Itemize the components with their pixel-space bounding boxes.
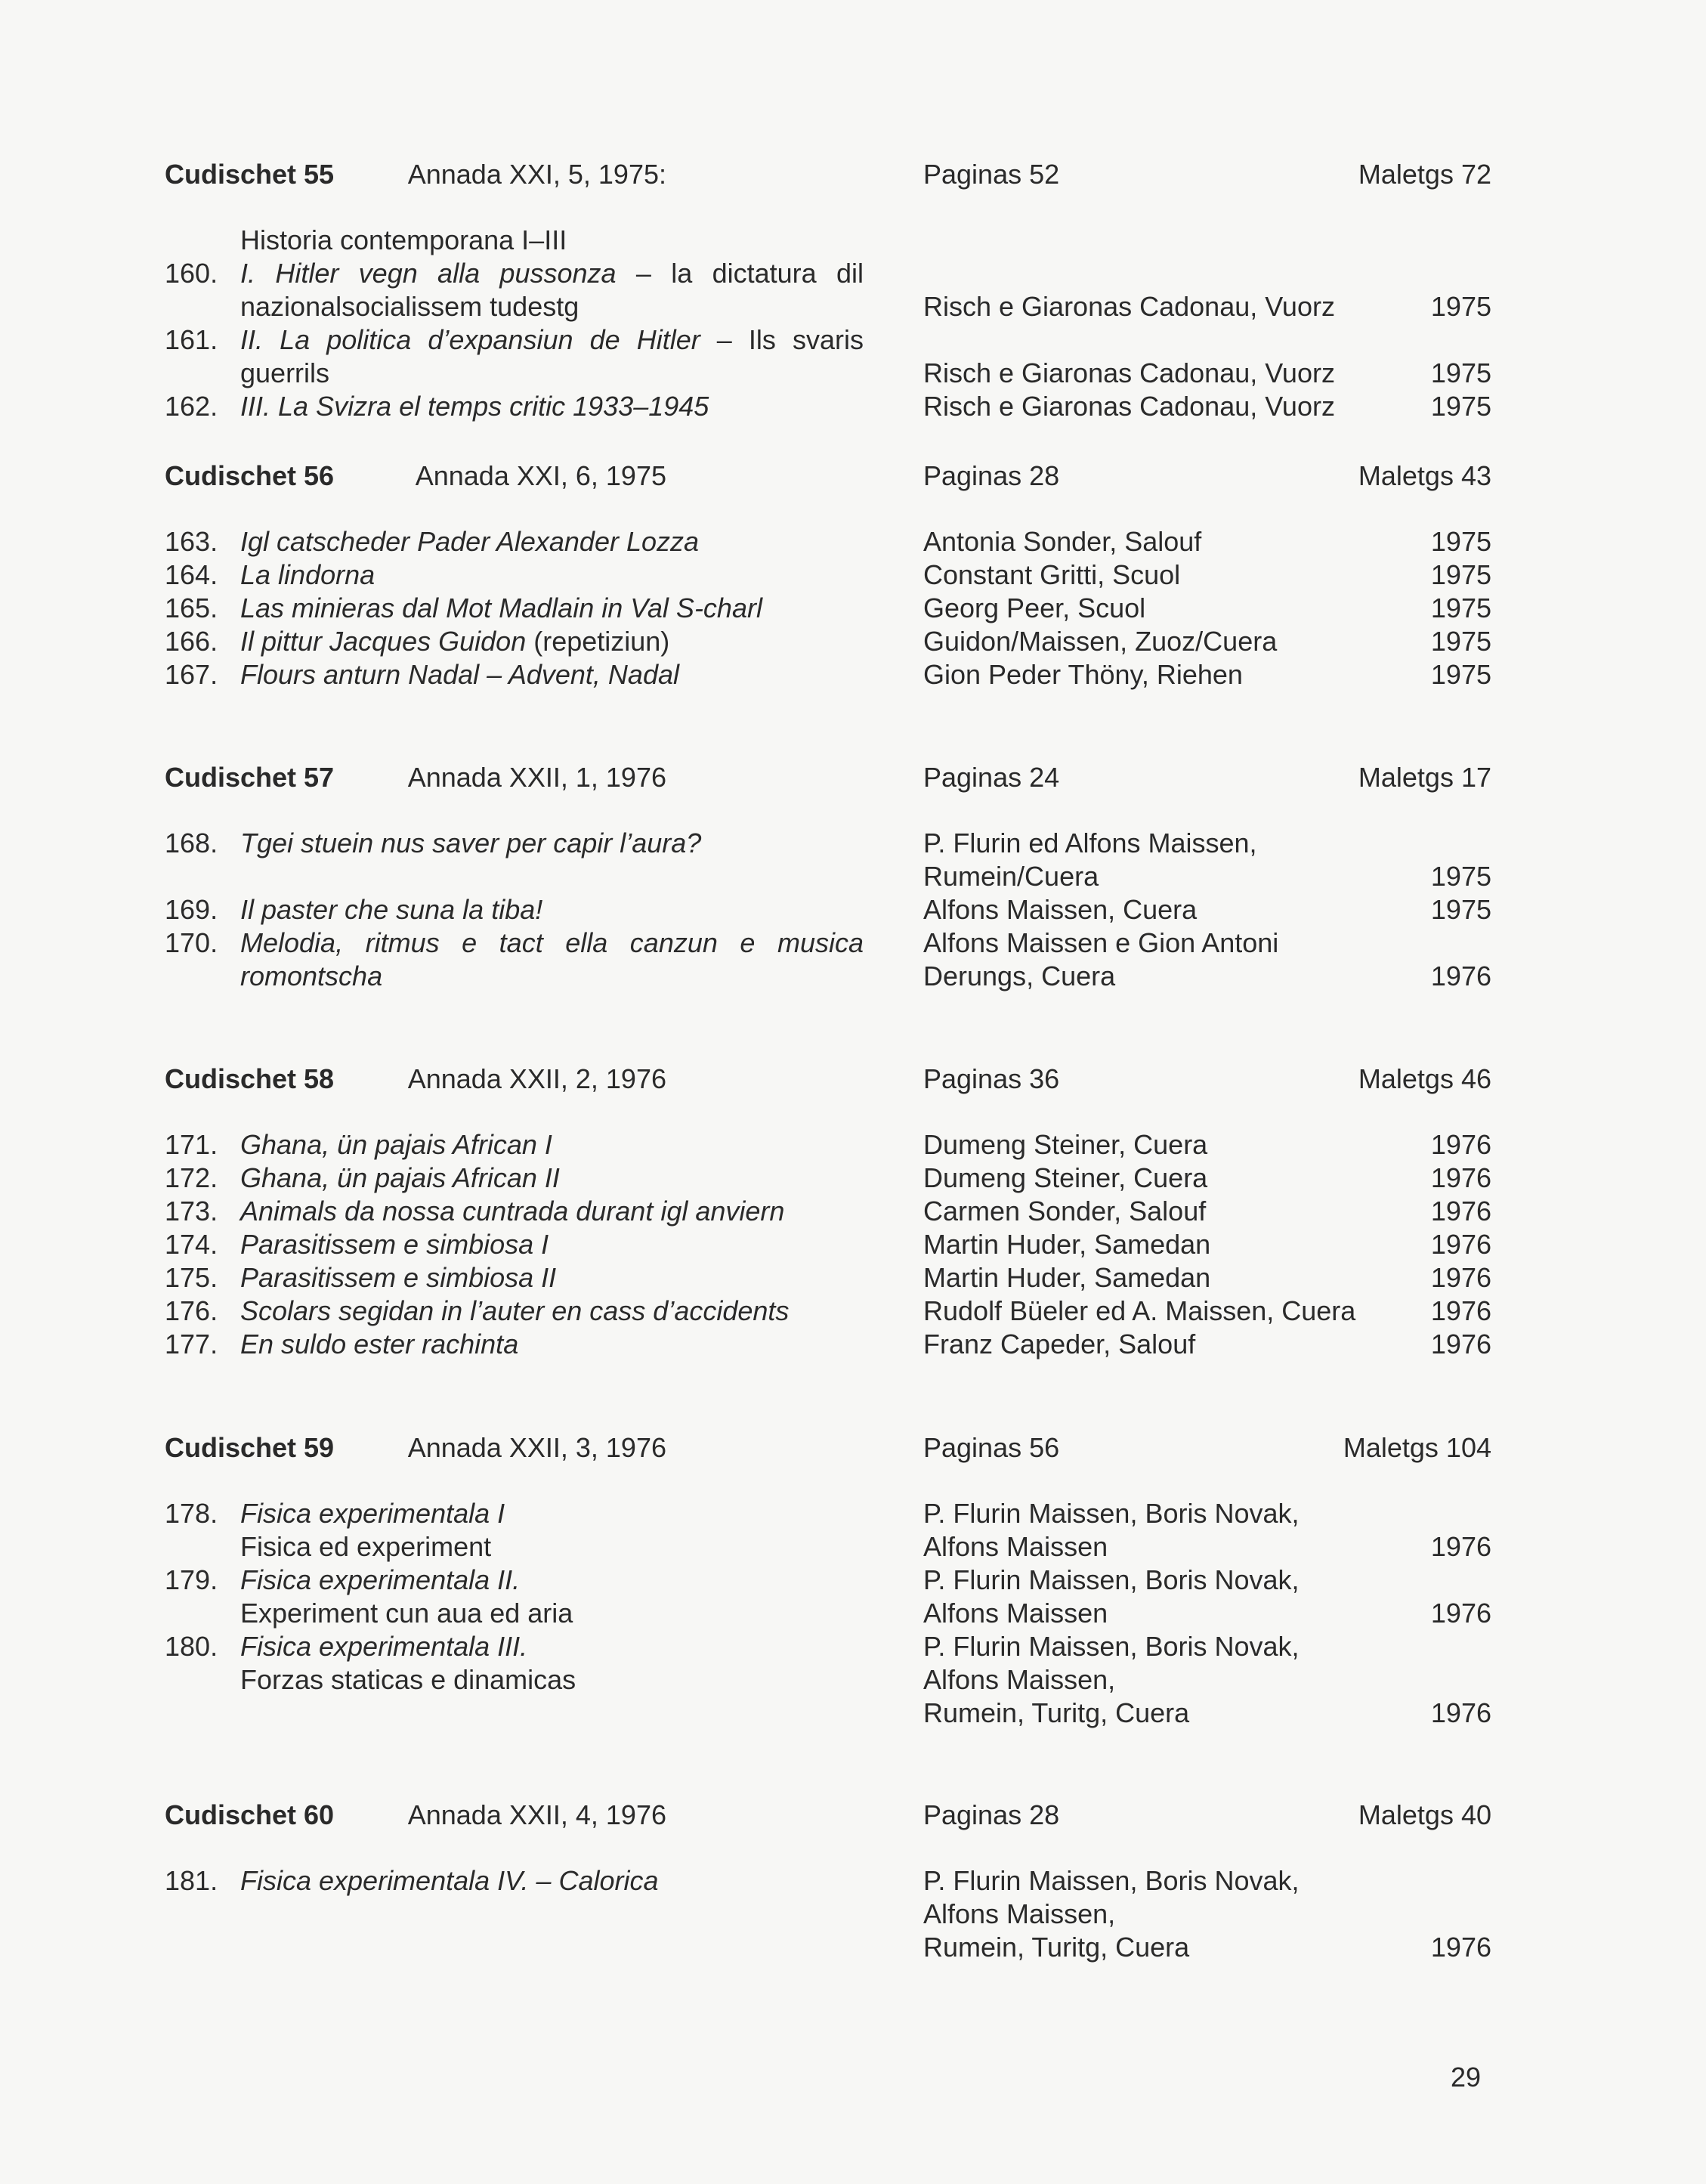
entry-year: 1975 bbox=[1430, 894, 1491, 925]
entry-text: Ghana, ün pajais African II bbox=[240, 1162, 560, 1193]
entry-title bbox=[165, 1497, 864, 1564]
entry-number bbox=[165, 1898, 240, 1931]
entry-text: Las minieras dal Mot Madlain in Val S-charl bbox=[240, 592, 762, 623]
entry-author bbox=[923, 1630, 1491, 1730]
entry-title bbox=[165, 1295, 864, 1328]
entry-year: 1976 bbox=[1430, 1229, 1491, 1260]
section-title: Cudischet 60 bbox=[165, 1799, 335, 1830]
entry-year: 1975 bbox=[1430, 592, 1491, 623]
entry-author bbox=[923, 625, 1491, 658]
author-line: Risch e Giaronas Cadonau, Vuorz bbox=[923, 291, 1335, 322]
entry-year: 1975 bbox=[1430, 391, 1491, 422]
section-maletgs: Maletgs 72 bbox=[1358, 159, 1491, 190]
section-annada: Annada XXI, 6, 1975 bbox=[415, 460, 666, 491]
entry-number bbox=[165, 1597, 240, 1630]
author-line: Alfons Maissen bbox=[923, 1531, 1108, 1562]
author-line: Alfons Maissen, bbox=[923, 1664, 1116, 1695]
entry-author bbox=[923, 658, 1491, 691]
entry-author bbox=[923, 827, 1491, 893]
entry-text: Parasitissem e simbiosa II bbox=[240, 1262, 557, 1293]
entry-title bbox=[165, 625, 864, 658]
entry-author bbox=[923, 323, 1491, 390]
entry-text: Historia contemporana I–III bbox=[240, 224, 567, 255]
entry-row bbox=[165, 1261, 1491, 1295]
cudischet-section bbox=[165, 457, 1491, 691]
section-paginas: Paginas 24 bbox=[923, 762, 1060, 793]
author-line: Rudolf Büeler ed A. Maissen, Cuera bbox=[923, 1295, 1356, 1326]
entry-title bbox=[165, 1328, 864, 1361]
entry-year: 1976 bbox=[1430, 1162, 1491, 1193]
entry-title bbox=[165, 1630, 864, 1730]
section-title: Cudischet 57 bbox=[165, 762, 335, 793]
entry-text: Parasitissem e simbiosa I bbox=[240, 1229, 549, 1260]
entry-title bbox=[165, 1261, 864, 1295]
entry-list bbox=[165, 525, 1491, 691]
entry-text: guerrils bbox=[240, 357, 330, 388]
entry-row bbox=[165, 1564, 1491, 1630]
entry-title bbox=[165, 926, 864, 993]
author-line: Alfons Maissen, bbox=[923, 1898, 1116, 1929]
entry-year: 1976 bbox=[1430, 1531, 1491, 1562]
entry-list bbox=[165, 224, 1491, 423]
entry-number bbox=[165, 1663, 240, 1697]
entry-number: 175. bbox=[165, 1262, 218, 1293]
author-line: Constant Gritti, Scuol bbox=[923, 559, 1181, 590]
entry-text: – Ils svaris bbox=[700, 324, 864, 355]
entry-text: Fisica experimentala II. bbox=[240, 1564, 521, 1595]
author-line: Guidon/Maissen, Zuoz/Cuera bbox=[923, 626, 1278, 657]
author-line: Rumein, Turitg, Cuera bbox=[923, 1932, 1190, 1963]
author-line: Antonia Sonder, Salouf bbox=[923, 526, 1202, 557]
entry-text: Animals da nossa cuntrada durant igl anviern bbox=[240, 1196, 785, 1227]
entry-number: 166. bbox=[165, 626, 218, 657]
entry-number bbox=[165, 960, 240, 993]
entry-text: Melodia, ritmus e tact ella canzun e musica bbox=[240, 927, 864, 958]
entry-title bbox=[165, 1228, 864, 1261]
entry-row bbox=[165, 390, 1491, 423]
cudischet-section bbox=[165, 1060, 1491, 1361]
section-title: Cudischet 56 bbox=[165, 460, 335, 491]
entry-number: 181. bbox=[165, 1865, 218, 1896]
section-maletgs: Maletgs 17 bbox=[1358, 762, 1491, 793]
entry-number: 168. bbox=[165, 828, 218, 858]
entry-title bbox=[165, 1564, 864, 1630]
entry-title bbox=[165, 658, 864, 691]
entry-number: 160. bbox=[165, 258, 218, 289]
entry-row bbox=[165, 1162, 1491, 1195]
entry-text: (repetiziun) bbox=[526, 626, 670, 657]
entry-author bbox=[923, 893, 1491, 926]
entry-number: 170. bbox=[165, 927, 218, 958]
section-annada: Annada XXI, 5, 1975: bbox=[407, 159, 666, 190]
entry-row bbox=[165, 525, 1491, 558]
author-line: Dumeng Steiner, Cuera bbox=[923, 1162, 1208, 1193]
author-line: Martin Huder, Samedan bbox=[923, 1262, 1211, 1293]
entry-row bbox=[165, 1195, 1491, 1228]
entry-number bbox=[165, 357, 240, 390]
entry-number: 171. bbox=[165, 1129, 218, 1160]
author-line: Alfons Maissen e Gion Antoni bbox=[923, 927, 1279, 958]
entry-title bbox=[165, 1162, 864, 1195]
entry-text: Fisica experimentala I bbox=[240, 1498, 505, 1529]
entry-list bbox=[165, 827, 1491, 993]
section-header bbox=[165, 1060, 1491, 1098]
entry-text: III. La Svizra el temps critic 1933–1945 bbox=[240, 391, 709, 422]
entry-author bbox=[923, 592, 1491, 625]
entry-text: Ghana, ün pajais African I bbox=[240, 1129, 552, 1160]
section-header bbox=[165, 457, 1491, 495]
author-line: P. Flurin Maissen, Boris Novak, bbox=[923, 1498, 1300, 1529]
entry-author bbox=[923, 525, 1491, 558]
entry-row bbox=[165, 926, 1491, 993]
entry-year: 1975 bbox=[1430, 861, 1491, 892]
entry-author bbox=[923, 1328, 1491, 1361]
entry-author bbox=[923, 926, 1491, 993]
author-line: P. Flurin Maissen, Boris Novak, bbox=[923, 1564, 1300, 1595]
entry-text: En suldo ester rachinta bbox=[240, 1329, 519, 1360]
section-paginas: Paginas 28 bbox=[923, 460, 1060, 491]
entry-row bbox=[165, 592, 1491, 625]
entry-number bbox=[165, 1931, 240, 1964]
entry-text: Experiment cun aua ed aria bbox=[240, 1598, 573, 1629]
section-title: Cudischet 55 bbox=[165, 159, 335, 190]
entry-row bbox=[165, 1128, 1491, 1162]
page-number: 29 bbox=[1451, 2062, 1482, 2093]
section-maletgs: Maletgs 43 bbox=[1358, 460, 1491, 491]
entry-year: 1975 bbox=[1430, 291, 1491, 322]
author-line: Franz Capeder, Salouf bbox=[923, 1329, 1196, 1360]
entry-text: Fisica experimentala IV. – Calorica bbox=[240, 1865, 659, 1896]
section-annada: Annada XXII, 4, 1976 bbox=[407, 1799, 666, 1830]
entry-text: Scolars segidan in l’auter en cass d’accidents bbox=[240, 1295, 790, 1326]
author-line: Risch e Giaronas Cadonau, Vuorz bbox=[923, 391, 1335, 422]
entry-row bbox=[165, 1295, 1491, 1328]
entry-title bbox=[165, 224, 864, 323]
entry-row bbox=[165, 658, 1491, 691]
entry-author bbox=[923, 1195, 1491, 1228]
section-paginas: Paginas 52 bbox=[923, 159, 1060, 190]
entry-list bbox=[165, 1864, 1491, 1964]
author-line: Georg Peer, Scuol bbox=[923, 592, 1146, 623]
entry-text: Tgei stuein nus saver per capir l’aura? bbox=[240, 828, 702, 858]
section-paginas: Paginas 56 bbox=[923, 1432, 1060, 1463]
section-maletgs: Maletgs 40 bbox=[1358, 1799, 1491, 1830]
author-line: Risch e Giaronas Cadonau, Vuorz bbox=[923, 357, 1335, 388]
entry-year: 1976 bbox=[1430, 1196, 1491, 1227]
entry-number: 164. bbox=[165, 559, 218, 590]
entry-title bbox=[165, 525, 864, 558]
entry-number: 180. bbox=[165, 1631, 218, 1662]
author-line: Carmen Sonder, Salouf bbox=[923, 1196, 1207, 1227]
section-paginas: Paginas 36 bbox=[923, 1063, 1060, 1094]
entry-title bbox=[165, 1195, 864, 1228]
entry-row bbox=[165, 323, 1491, 390]
entry-title bbox=[165, 827, 864, 893]
cudischet-section bbox=[165, 1429, 1491, 1730]
entry-list bbox=[165, 1128, 1491, 1361]
entry-year: 1975 bbox=[1430, 526, 1491, 557]
entry-number: 177. bbox=[165, 1329, 218, 1360]
cudischet-section bbox=[165, 759, 1491, 993]
entry-text: Fisica ed experiment bbox=[240, 1531, 492, 1562]
entry-number: 176. bbox=[165, 1295, 218, 1326]
entry-author bbox=[923, 1162, 1491, 1195]
entry-year: 1976 bbox=[1430, 1697, 1491, 1728]
entry-title bbox=[165, 893, 864, 926]
entry-text: Fisica experimentala III. bbox=[240, 1631, 528, 1662]
entry-text: Igl catscheder Pader Alexander Lozza bbox=[240, 526, 700, 557]
author-line: Alfons Maissen bbox=[923, 1598, 1108, 1629]
section-header bbox=[165, 1429, 1491, 1467]
entry-row bbox=[165, 1630, 1491, 1730]
entry-number: 174. bbox=[165, 1229, 218, 1260]
entry-number: 162. bbox=[165, 391, 218, 422]
entry-author bbox=[923, 224, 1491, 323]
author-line: P. Flurin Maissen, Boris Novak, bbox=[923, 1631, 1300, 1662]
entry-author bbox=[923, 1497, 1491, 1564]
entry-text: Flours anturn Nadal – Advent, Nadal bbox=[240, 659, 679, 690]
entry-row bbox=[165, 1228, 1491, 1261]
section-header bbox=[165, 759, 1491, 797]
entry-row bbox=[165, 827, 1491, 893]
entry-year: 1976 bbox=[1430, 1262, 1491, 1293]
author-line: P. Flurin ed Alfons Maissen, bbox=[923, 828, 1257, 858]
entry-number bbox=[165, 860, 240, 893]
entry-year: 1976 bbox=[1430, 1295, 1491, 1326]
entry-year: 1975 bbox=[1430, 357, 1491, 388]
section-header bbox=[165, 156, 1491, 193]
entry-text: La lindorna bbox=[240, 559, 376, 590]
entry-number bbox=[165, 290, 240, 323]
section-maletgs: Maletgs 104 bbox=[1343, 1432, 1491, 1463]
entry-author bbox=[923, 1564, 1491, 1630]
entry-text: Forzas staticas e dinamicas bbox=[240, 1664, 576, 1695]
entry-author bbox=[923, 1864, 1491, 1964]
section-annada: Annada XXII, 3, 1976 bbox=[407, 1432, 666, 1463]
entry-author bbox=[923, 558, 1491, 592]
entry-author bbox=[923, 390, 1491, 423]
entry-year: 1976 bbox=[1430, 1932, 1491, 1963]
entry-number: 161. bbox=[165, 324, 218, 355]
entry-title bbox=[165, 1864, 864, 1964]
entry-year: 1976 bbox=[1430, 1129, 1491, 1160]
entry-author bbox=[923, 1295, 1491, 1328]
author-line: Rumein, Turitg, Cuera bbox=[923, 1697, 1190, 1728]
entry-title bbox=[165, 390, 864, 423]
author-line: Rumein/Cuera bbox=[923, 861, 1099, 892]
entry-number: 172. bbox=[165, 1162, 218, 1193]
section-annada: Annada XXII, 1, 1976 bbox=[407, 762, 666, 793]
entry-year: 1975 bbox=[1430, 659, 1491, 690]
author-line: Dumeng Steiner, Cuera bbox=[923, 1129, 1208, 1160]
cudischet-section bbox=[165, 1796, 1491, 1964]
entry-list bbox=[165, 1497, 1491, 1730]
author-line: Derungs, Cuera bbox=[923, 961, 1116, 991]
entry-row bbox=[165, 1328, 1491, 1361]
section-annada: Annada XXII, 2, 1976 bbox=[407, 1063, 666, 1094]
entry-text: romontscha bbox=[240, 961, 383, 991]
entry-number: 163. bbox=[165, 526, 218, 557]
entry-title bbox=[165, 558, 864, 592]
author-line: Alfons Maissen, Cuera bbox=[923, 894, 1198, 925]
entry-year: 1976 bbox=[1430, 1598, 1491, 1629]
entry-text: nazionalsocialissem tudestg bbox=[240, 291, 579, 322]
entry-number bbox=[165, 224, 240, 257]
entry-title bbox=[165, 1128, 864, 1162]
entry-number bbox=[165, 1530, 240, 1564]
entry-row bbox=[165, 558, 1491, 592]
entry-row bbox=[165, 1864, 1491, 1964]
entry-year: 1976 bbox=[1430, 961, 1491, 991]
entry-row bbox=[165, 625, 1491, 658]
entry-number: 169. bbox=[165, 894, 218, 925]
author-line: Martin Huder, Samedan bbox=[923, 1229, 1211, 1260]
entry-year: 1975 bbox=[1430, 559, 1491, 590]
entry-text: II. La politica d’expansiun de Hitler bbox=[240, 324, 700, 355]
entry-row bbox=[165, 893, 1491, 926]
entry-title bbox=[165, 323, 864, 390]
entry-text: I. Hitler vegn alla pussonza bbox=[240, 258, 617, 289]
author-line: P. Flurin Maissen, Boris Novak, bbox=[923, 1865, 1300, 1896]
entry-author bbox=[923, 1228, 1491, 1261]
author-line: Gion Peder Thöny, Riehen bbox=[923, 659, 1243, 690]
section-title: Cudischet 59 bbox=[165, 1432, 335, 1463]
entry-number: 178. bbox=[165, 1498, 218, 1529]
entry-text: Il pittur Jacques Guidon bbox=[240, 626, 527, 657]
entry-number bbox=[165, 1697, 240, 1730]
section-maletgs: Maletgs 46 bbox=[1358, 1063, 1491, 1094]
section-header bbox=[165, 1796, 1491, 1834]
entry-text: – la dictatura dil bbox=[616, 258, 864, 289]
entry-year: 1975 bbox=[1430, 626, 1491, 657]
section-paginas: Paginas 28 bbox=[923, 1799, 1060, 1830]
entry-row bbox=[165, 1497, 1491, 1564]
entry-title bbox=[165, 592, 864, 625]
entry-row bbox=[165, 224, 1491, 323]
entry-number: 173. bbox=[165, 1196, 218, 1227]
entry-number: 167. bbox=[165, 659, 218, 690]
entry-author bbox=[923, 1261, 1491, 1295]
entry-number: 179. bbox=[165, 1564, 218, 1595]
cudischet-section bbox=[165, 156, 1491, 423]
section-title: Cudischet 58 bbox=[165, 1063, 335, 1094]
entry-year: 1976 bbox=[1430, 1329, 1491, 1360]
entry-number: 165. bbox=[165, 592, 218, 623]
entry-author bbox=[923, 1128, 1491, 1162]
entry-text: Il paster che suna la tiba! bbox=[240, 894, 543, 925]
